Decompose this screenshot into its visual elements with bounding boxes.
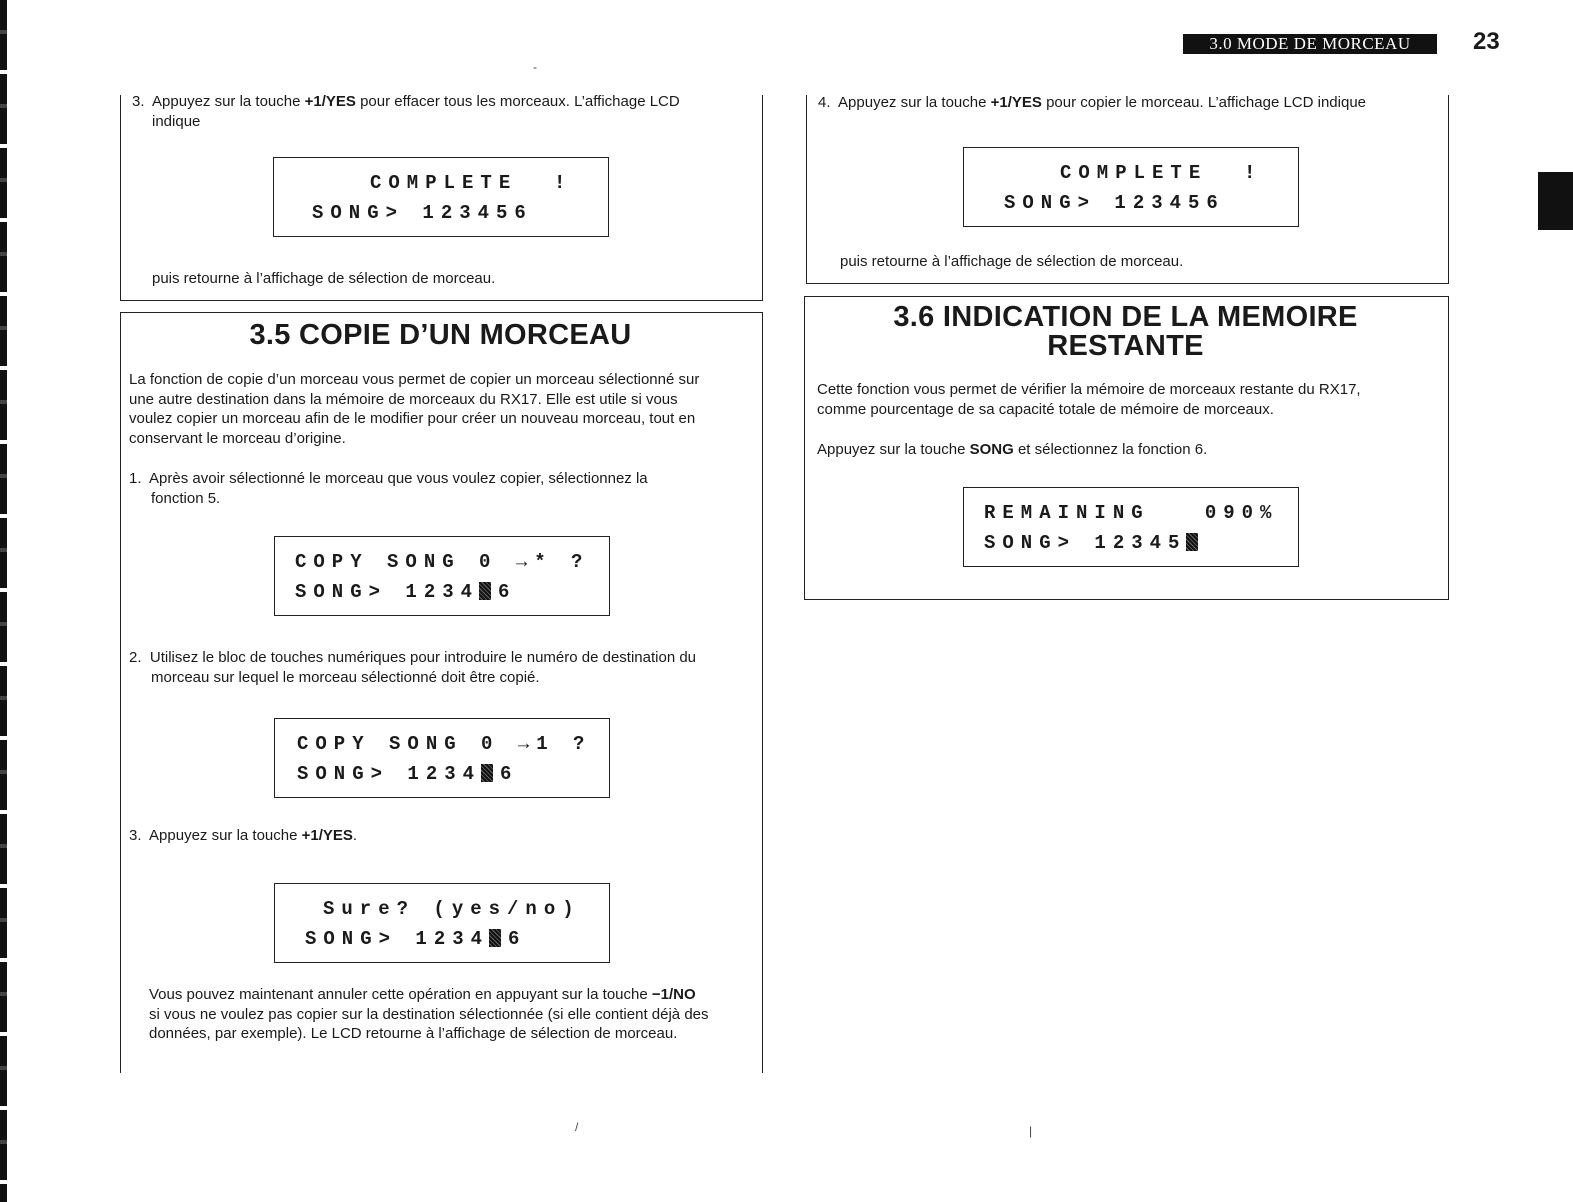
step-4: 4. Appuyez sur la touche +1/YES pour copier le morceau. L’affichage LCD indique bbox=[818, 94, 1367, 111]
section-3-5-intro: La fonction de copie d’un morceau vous permet de copier un morceau sélectionné sur une autre destination dans la mémoire de morceaux du RX17. Elle est utile si vous voulez copier un morceau afin de le modifier pour créer un nouveau morceau, tout en conservant le morceau d’origine. bbox=[129, 371, 700, 447]
lcd-cursor-block bbox=[489, 929, 501, 947]
step-3-erase: 3. Appuyez sur la touche +1/YES pour effacer tous les morceaux. L’affichage LCD indique bbox=[132, 93, 680, 130]
lcd-cursor-block bbox=[479, 582, 491, 600]
scan-mark: | bbox=[1029, 1124, 1033, 1138]
scan-edge bbox=[0, 0, 7, 1202]
lcd-remaining-memory: REMAINING 090% SONG> 12345 bbox=[963, 487, 1299, 567]
lcd-copy-song-destination: COPY SONG 0 →1 ? SONG> 1234 6 bbox=[274, 718, 610, 798]
section-title-3-6: 3.6 INDICATION DE LA MEMOIRE RESTANTE bbox=[893, 301, 1358, 362]
section-3-6-intro: Cette fonction vous permet de vérifier la mémoire de morceaux restante du RX17, comme pourcentage de sa capacité totale de mémoire de morceaux. bbox=[817, 381, 1361, 418]
step-3-confirm: 3. Appuyez sur la touche +1/YES. bbox=[129, 827, 358, 844]
lcd-cursor-block bbox=[481, 764, 493, 782]
scan-mark: / bbox=[575, 1120, 579, 1134]
song-instruction: Appuyez sur la touche SONG et sélectionnez la fonction 6. bbox=[817, 441, 1208, 458]
thumb-tab bbox=[1538, 172, 1573, 230]
lcd-copy-song-select: COPY SONG 0 →* ? SONG> 1234 6 bbox=[274, 536, 610, 616]
return-note-right: puis retourne à l’affichage de sélection de morceau. bbox=[840, 253, 1184, 270]
step-2: 2. Utilisez le bloc de touches numériques pour introduire le numéro de destination du morceau sur lequel le morceau sélectionné doit être copié. bbox=[129, 649, 697, 686]
lcd-complete-copy: COMPLETE ! SONG> 123456 bbox=[963, 147, 1299, 227]
lcd-sure-yes-no: Sure? (yes/no) SONG> 1234 6 bbox=[274, 883, 610, 963]
section-title-3-5: 3.5 COPIE D’UN MORCEAU bbox=[249, 319, 632, 351]
lcd-cursor-block bbox=[1186, 533, 1198, 551]
return-note: puis retourne à l’affichage de sélection de morceau. bbox=[152, 270, 496, 287]
section-tag: 3.0 MODE DE MORCEAU bbox=[1183, 34, 1437, 54]
page-number: 23 bbox=[1473, 28, 1500, 55]
scan-mark: - bbox=[533, 60, 537, 74]
lcd-complete: COMPLETE ! SONG> 123456 bbox=[273, 157, 609, 237]
cancel-note: Vous pouvez maintenant annuler cette opération en appuyant sur la touche −1/NO si vous ne voulez pas copier sur la destination sélectionnée (si elle contient déjà des données, par exemple). Le LCD retourne à l’affichage de sélection de morceau. bbox=[149, 986, 709, 1042]
step-1: 1. Après avoir sélectionné le morceau que vous voulez copier, sélectionnez la fonction 5. bbox=[129, 470, 648, 507]
